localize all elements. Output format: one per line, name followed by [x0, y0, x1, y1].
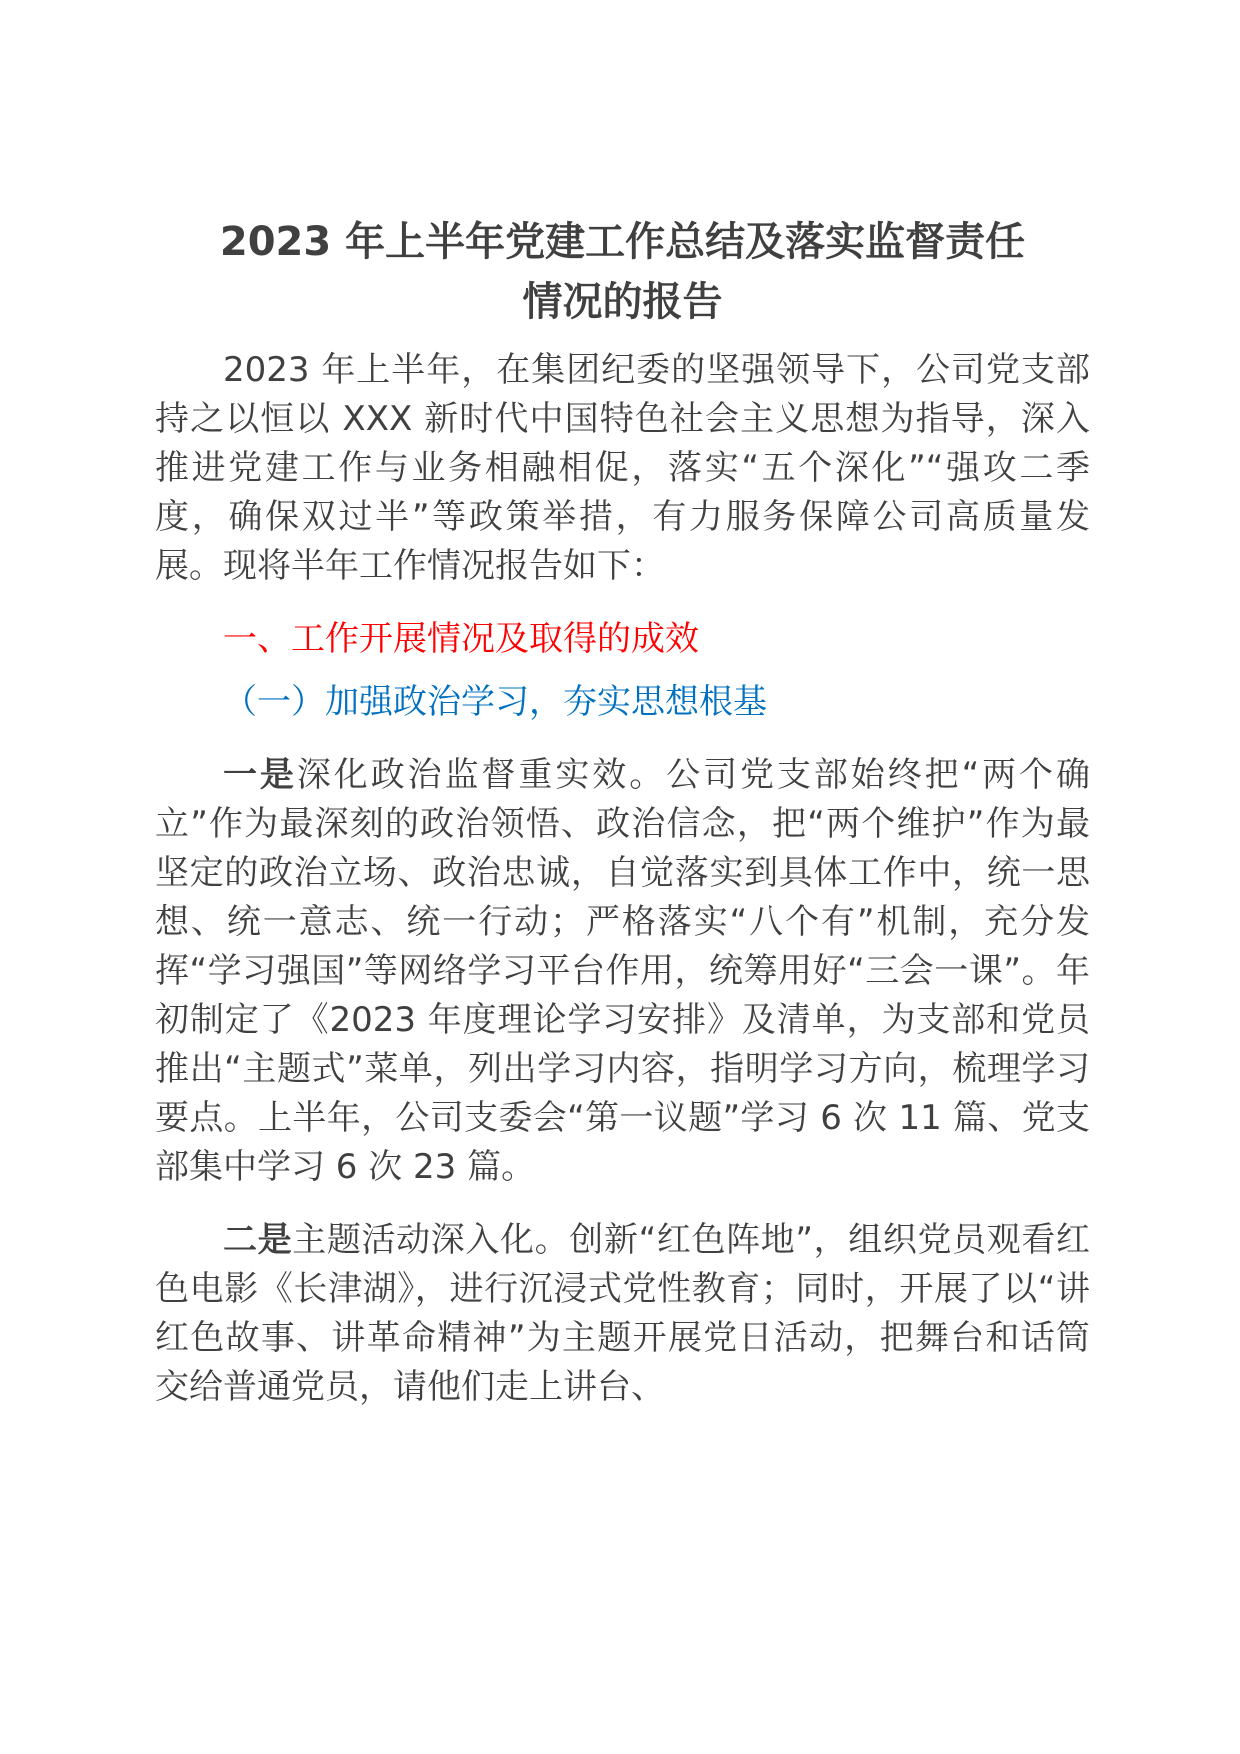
- item-lead-2: 二是: [223, 1220, 293, 1260]
- document-page: [155, 212, 1090, 1412]
- section-heading: 一、工作开展情况及取得的成效: [223, 619, 699, 659]
- item-paragraph-2: [155, 1216, 1090, 1412]
- item-text-2: 主题活动深入化。创新“红色阵地”，组织党员观看红色电影《长津湖》，进行沉浸式党性教育；同时，开展了以“讲红色故事、讲革命精神”为主题开展党日活动，把舞台和话筒交给普通党员，请他们走上讲台、: [155, 1220, 1090, 1407]
- intro-paragraph: 2023 年上半年，在集团纪委的坚强领导下，公司党支部持之以恒以 XXX 新时代中国特色社会主义思想为指导，深入推进党建工作与业务相融相促，落实“五个深化”“强攻二季度，确保双过半”等政策举措，有力服务保障公司高质量发展。现将半年工作情况报告如下：: [155, 350, 1090, 586]
- subsection-heading: （一）加强政治学习，夯实思想根基: [223, 682, 767, 722]
- item-paragraph-1: [155, 751, 1090, 1192]
- title-line-2: 情况的报告: [522, 279, 723, 325]
- document-title: [155, 212, 1090, 332]
- item-lead-1: 一是: [223, 755, 297, 795]
- item-text-1: 深化政治监督重实效。公司党支部始终把“两个确立”作为最深刻的政治领悟、政治信念，把“两个维护”作为最坚定的政治立场、政治忠诚，自觉落实到具体工作中，统一思想、统一意志、统一行动；严格落实“八个有”机制，充分发挥“学习强国”等网络学习平台作用，统筹用好“三会一课”。年初制定了《2023 年度理论学习安排》及清单，为支部和党员推出“主题式”菜单，列出学习内容，指明学习方向，梳理学习要点。上半年，公司支委会“第一议题”学习 6 次 11 篇、党支部集中学习 6 次 23 篇。: [155, 755, 1090, 1187]
- title-line-1: 2023 年上半年党建工作总结及落实监督责任: [219, 219, 1026, 265]
